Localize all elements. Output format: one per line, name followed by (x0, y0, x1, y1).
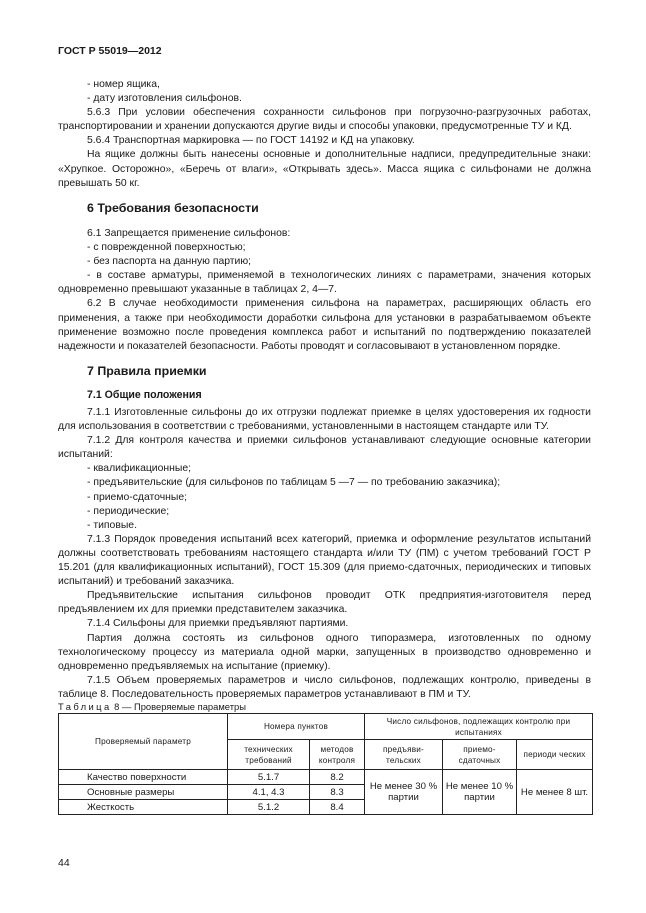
list-item: - периодические; (87, 505, 170, 517)
paragraph-5-6-3: 5.6.3 При условии обеспечения сохранности сильфонов при погрузочно-разгрузочных работах, транспортировании и хранении допускаются другие виды и способы упаковки, предусмотренные ТУ и КД. (58, 107, 591, 133)
paragraph-7-1-1: 7.1.1 Изготовленные сильфоны до их отгрузки подлежат приемке в целях удостоверения их годности для использования в соответствии с требованиями, установленными в настоящем стандарте или ТУ. (58, 407, 591, 433)
list-item: - без паспорта на данную партию; (87, 256, 252, 268)
paragraph-box-marking: На ящике должны быть нанесены основные и дополнительные надписи, предупредительные знаки: «Хрупкое. Осторожно», «Беречь от влаги», «Открывать здесь». Масса ящика с сильфонами не должна превышать 50 кг. (58, 149, 591, 189)
list-item: - номер ящика, (87, 79, 160, 90)
merged-priemo: Не менее 10 % партии (443, 770, 517, 815)
merged-pred: Не менее 30 % партии (365, 770, 443, 815)
table-8 (58, 713, 593, 815)
header-period: периоди ческих (517, 740, 593, 770)
paragraph-5-6-4: 5.6.4 Транспортная маркировка — по ГОСТ 14192 и КД на упаковку. (87, 135, 415, 147)
row-tech: 5.1.2 (228, 800, 310, 815)
paragraph-6-1: 6.1 Запрещается применение сильфонов: (87, 228, 291, 239)
list-item: - в составе арматуры, применяемой в технологических линиях с параметрами, значения которых одновременно превышают указанные в таблицах 2, 4—7. (58, 270, 591, 296)
row-param: Основные размеры (59, 785, 228, 800)
header-methods: методов контроля (310, 740, 365, 770)
paragraph-party: Партия должна состоять из сильфонов одного типоразмера, изготовленных по одному технологическому процессу из материала одной марки, запущенных в производство одновременно и одновременно предъявляемых на испытание (приемку). (58, 632, 591, 672)
list-item: - типовые. (87, 519, 137, 531)
packaging-block (58, 78, 591, 191)
list-item: - с поврежденной поверхностью; (87, 242, 246, 254)
row-tech: 4.1, 4.3 (228, 785, 310, 800)
table-caption (58, 701, 246, 712)
document-header: ГОСТ Р 55019—2012 (58, 45, 162, 57)
paragraph-6-2: 6.2 В случае необходимости применения сильфона на параметрах, расширяющих область его применения, а также при необходимости доработки сильфона для установки в разрабатываемом объекте применение возможно после проведения комплекса работ и испытаний по подтверждению показателей надежности и показателей безопасности. Работы проводят и согласовывают в установленном порядке. (58, 298, 591, 352)
merged-period: Не менее 8 шт. (517, 770, 593, 815)
section-6-title: 6 Требования безопасности (87, 201, 259, 215)
section-7-title: 7 Правила приемки (87, 364, 207, 378)
paragraph-pred-tests: Предъявительские испытания сильфонов проводит ОТК предприятия-изготовителя перед предъявлением их для приемки представителем заказчика. (58, 590, 591, 616)
section-6-body (58, 227, 591, 354)
header-points-group: Номера пунктов (228, 714, 365, 740)
paragraph-7-1-2: 7.1.2 Для контроля качества и приемки сильфонов устанавливают следующие основные категории испытаний: (58, 435, 591, 461)
list-item: - дату изготовления сильфонов. (87, 93, 242, 105)
paragraph-7-1-4: 7.1.4 Сильфоны для приемки предъявляют партиями. (87, 618, 349, 630)
paragraph-7-1-3: 7.1.3 Порядок проведения испытаний всех категорий, приемка и оформление результатов испытаний должны соответствовать требованиям настоящего стандарта и/или ТУ (ПМ) с учетом требований ГОСТ Р 15.201 (для квалификационных испытаний), ГОСТ 15.309 (для приемо-сдаточных, периодических и типовых испытаний) и требований заказчика. (58, 533, 591, 588)
header-pred: предъяви-тельских (365, 740, 443, 770)
table-caption-title: 8 — Проверяемые параметры (111, 701, 246, 712)
row-param: Качество поверхности (59, 770, 228, 785)
header-tech-req: технических требований (228, 740, 310, 770)
row-tech: 5.1.7 (228, 770, 310, 785)
table-row (59, 770, 593, 785)
row-method: 8.3 (310, 785, 365, 800)
row-method: 8.4 (310, 800, 365, 815)
list-item: - предъявительские (для сильфонов по таблицам 5 —7 — по требованию заказчика); (87, 477, 501, 489)
section-7-body (58, 406, 591, 702)
list-item: - квалификационные; (87, 463, 191, 475)
header-param: Проверяемый параметр (59, 714, 228, 770)
page-number: 44 (58, 857, 70, 869)
header-count-group: Число сильфонов, подлежащих контролю при испытаниях (365, 714, 593, 740)
subsection-7-1-title: 7.1 Общие положения (87, 389, 202, 401)
table-caption-label: Таблица (58, 701, 112, 712)
header-priemo: приемо-сдаточных (443, 740, 517, 770)
paragraph-7-1-5: 7.1.5 Объем проверяемых параметров и число сильфонов, подлежащих контролю, приведены в таблице 8. Последовательность проверяемых параметров устанавливают в ПМ и ТУ. (58, 674, 591, 700)
row-param: Жесткость (59, 800, 228, 815)
row-method: 8.2 (310, 770, 365, 785)
list-item: - приемо-сдаточные; (87, 491, 188, 503)
